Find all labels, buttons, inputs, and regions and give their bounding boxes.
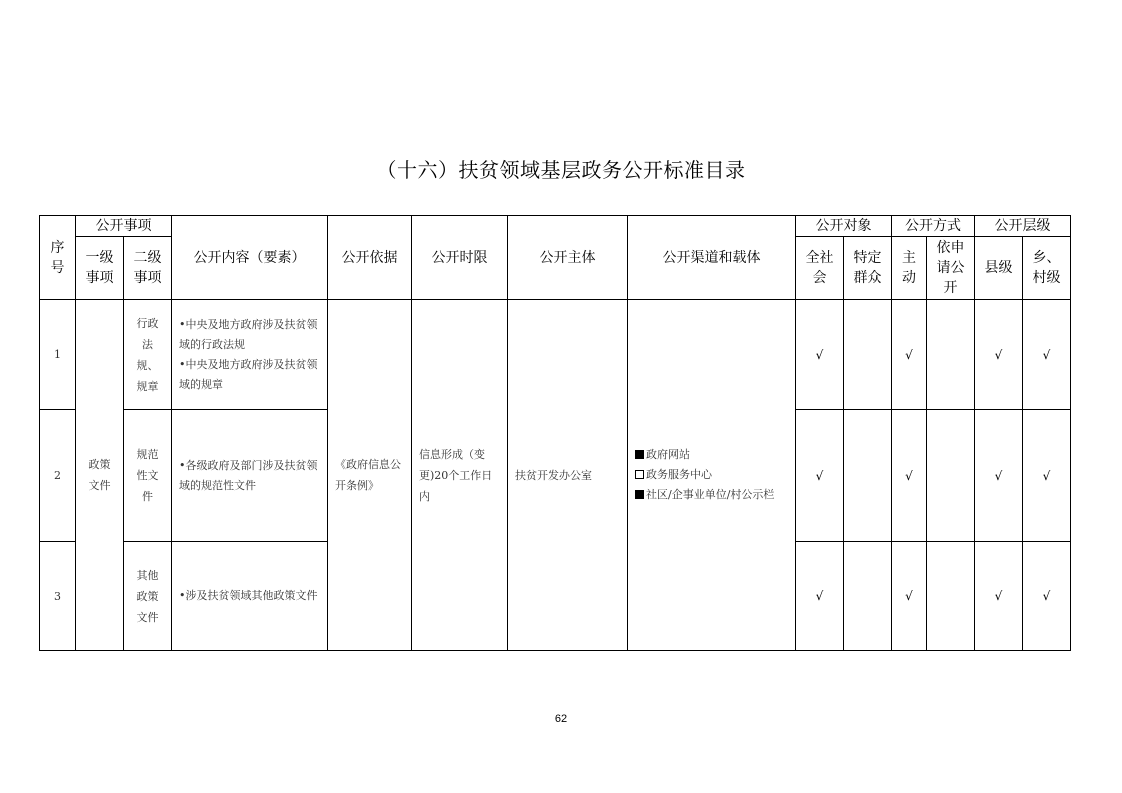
header-target-all: 全社会 [796, 237, 844, 300]
header-matter-group: 公开事项 [76, 216, 172, 237]
level1-cell: 政策文件 [76, 300, 124, 651]
header-method-request: 依申请公开 [927, 237, 975, 300]
header-channel: 公开渠道和载体 [628, 216, 796, 300]
channel-item: 政府网站 [635, 445, 789, 465]
method-active-check: √ [892, 300, 927, 410]
page-number: 62 [554, 713, 568, 725]
level2-cell: 规范性文件 [124, 410, 172, 542]
content-item: •中央及地方政府涉及扶贫领域的规章 [179, 357, 318, 391]
target-specific-check [844, 300, 892, 410]
level-village-check: √ [1023, 300, 1071, 410]
level-village-check: √ [1023, 542, 1071, 651]
header-content: 公开内容（要素） [172, 216, 328, 300]
method-request-check [927, 300, 975, 410]
channel-item: 社区/企事业单位/村公示栏 [635, 485, 789, 505]
content-cell [172, 410, 328, 542]
target-specific-check [844, 542, 892, 651]
header-level-county: 县级 [975, 237, 1023, 300]
level2-cell: 行政法规、规章 [124, 300, 172, 410]
page-title: （十六）扶贫领域基层政务公开标准目录 [376, 158, 746, 182]
method-active-check: √ [892, 410, 927, 542]
header-level1: 一级事项 [76, 237, 124, 300]
level2-cell: 其他政策文件 [124, 542, 172, 651]
header-level-group: 公开层级 [975, 216, 1071, 237]
method-request-check [927, 542, 975, 651]
header-target-group: 公开对象 [796, 216, 892, 237]
content-item: •中央及地方政府涉及扶贫领域的行政法规 [179, 317, 318, 351]
target-specific-check [844, 410, 892, 542]
level-village-check: √ [1023, 410, 1071, 542]
level-county-check: √ [975, 542, 1023, 651]
header-seq: 序号 [40, 216, 76, 300]
filled-square-icon [635, 490, 644, 499]
header-method-active: 主动 [892, 237, 927, 300]
empty-square-icon [635, 470, 644, 479]
method-active-check: √ [892, 542, 927, 651]
catalog-table [39, 215, 1071, 651]
filled-square-icon [635, 450, 644, 459]
row-seq: 1 [40, 300, 76, 410]
header-level-village: 乡、村级 [1023, 237, 1071, 300]
subject-cell: 扶贫开发办公室 [508, 300, 628, 651]
target-all-check: √ [796, 542, 844, 651]
header-target-specific: 特定群众 [844, 237, 892, 300]
header-level2: 二级事项 [124, 237, 172, 300]
level-county-check: √ [975, 300, 1023, 410]
basis-cell: 《政府信息公开条例》 [328, 300, 412, 651]
channel-cell [628, 300, 796, 651]
table-row [40, 300, 1071, 410]
time-limit-cell: 信息形成（变更)20个工作日内 [412, 300, 508, 651]
content-item: •各级政府及部门涉及扶贫领域的规范性文件 [179, 458, 318, 492]
target-all-check: √ [796, 410, 844, 542]
header-subject: 公开主体 [508, 216, 628, 300]
content-item: •涉及扶贫领域其他政策文件 [179, 589, 318, 602]
row-seq: 3 [40, 542, 76, 651]
target-all-check: √ [796, 300, 844, 410]
level-county-check: √ [975, 410, 1023, 542]
header-basis: 公开依据 [328, 216, 412, 300]
channel-item: 政务服务中心 [635, 465, 789, 485]
row-seq: 2 [40, 410, 76, 542]
content-cell [172, 542, 328, 651]
content-cell [172, 300, 328, 410]
method-request-check [927, 410, 975, 542]
header-time-limit: 公开时限 [412, 216, 508, 300]
header-method-group: 公开方式 [892, 216, 975, 237]
